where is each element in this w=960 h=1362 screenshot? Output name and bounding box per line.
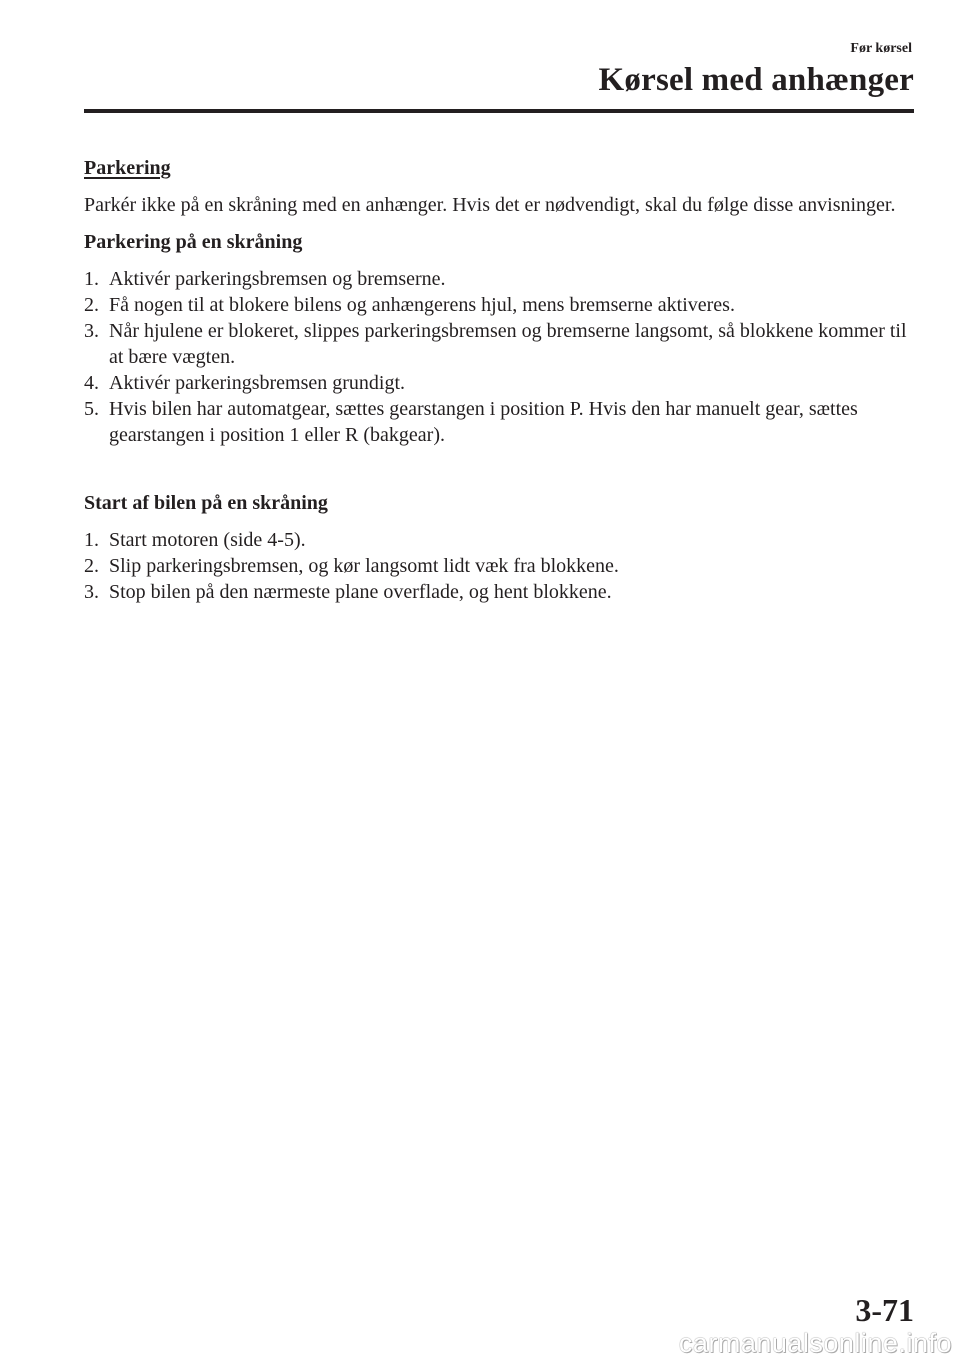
step-number: 2. — [84, 555, 99, 577]
step-text: Slip parkeringsbremsen, og kør langsomt lidt væk fra blokkene. — [109, 555, 619, 577]
step-number: 1. — [84, 268, 99, 290]
step-text: Få nogen til at blokere bilens og anhængerens hjul, mens bremserne aktiveres. — [109, 294, 735, 316]
list-item — [84, 318, 914, 370]
step-text: Aktivér parkeringsbremsen grundigt. — [109, 372, 406, 394]
step-number: 4. — [84, 372, 99, 394]
step-number: 5. — [84, 398, 99, 420]
list-item — [84, 292, 914, 318]
list-item — [84, 266, 914, 292]
list-item — [84, 579, 914, 605]
list-item — [84, 553, 914, 579]
intro-paragraph: Parkér ikke på en skråning med en anhænger. Hvis det er nødvendigt, skal du følge disse anvisninger. — [84, 194, 896, 216]
step-text: Stop bilen på den nærmeste plane overflade, og hent blokkene. — [109, 581, 612, 603]
step-number: 3. — [84, 320, 99, 342]
step-text: Hvis bilen har automatgear, sættes gearstangen i position P. Hvis den har manuelt gear, sættes gearstangen i position 1 eller R (bakgear). — [109, 398, 858, 446]
parking-on-slope-heading: Parkering på en skråning — [84, 231, 303, 253]
header-divider — [84, 109, 914, 113]
list-item — [84, 396, 914, 448]
page-number: 3-71 — [855, 1292, 914, 1328]
step-text: Start motoren (side 4-5). — [109, 529, 306, 551]
parking-steps-list — [84, 266, 914, 448]
step-text: Aktivér parkeringsbremsen og bremserne. — [109, 268, 446, 290]
page-content — [84, 155, 914, 605]
step-text: Når hjulene er blokeret, slippes parkeringsbremsen og bremserne langsomt, så blokkene kommer til at bære vægten. — [109, 320, 907, 368]
list-item — [84, 370, 914, 396]
step-number: 3. — [84, 581, 99, 603]
step-number: 2. — [84, 294, 99, 316]
section-heading: Parkering — [84, 157, 171, 179]
list-item — [84, 527, 914, 553]
start-steps-list — [84, 527, 914, 605]
watermark: carmanualsonline.info — [678, 1328, 952, 1358]
start-on-slope-heading: Start af bilen på en skråning — [84, 492, 328, 514]
chapter-title: Kørsel med anhænger — [598, 62, 914, 98]
section-label: Før kørsel — [850, 41, 912, 56]
step-number: 1. — [84, 529, 99, 551]
page-header — [84, 40, 914, 100]
section-spacer — [84, 448, 914, 490]
